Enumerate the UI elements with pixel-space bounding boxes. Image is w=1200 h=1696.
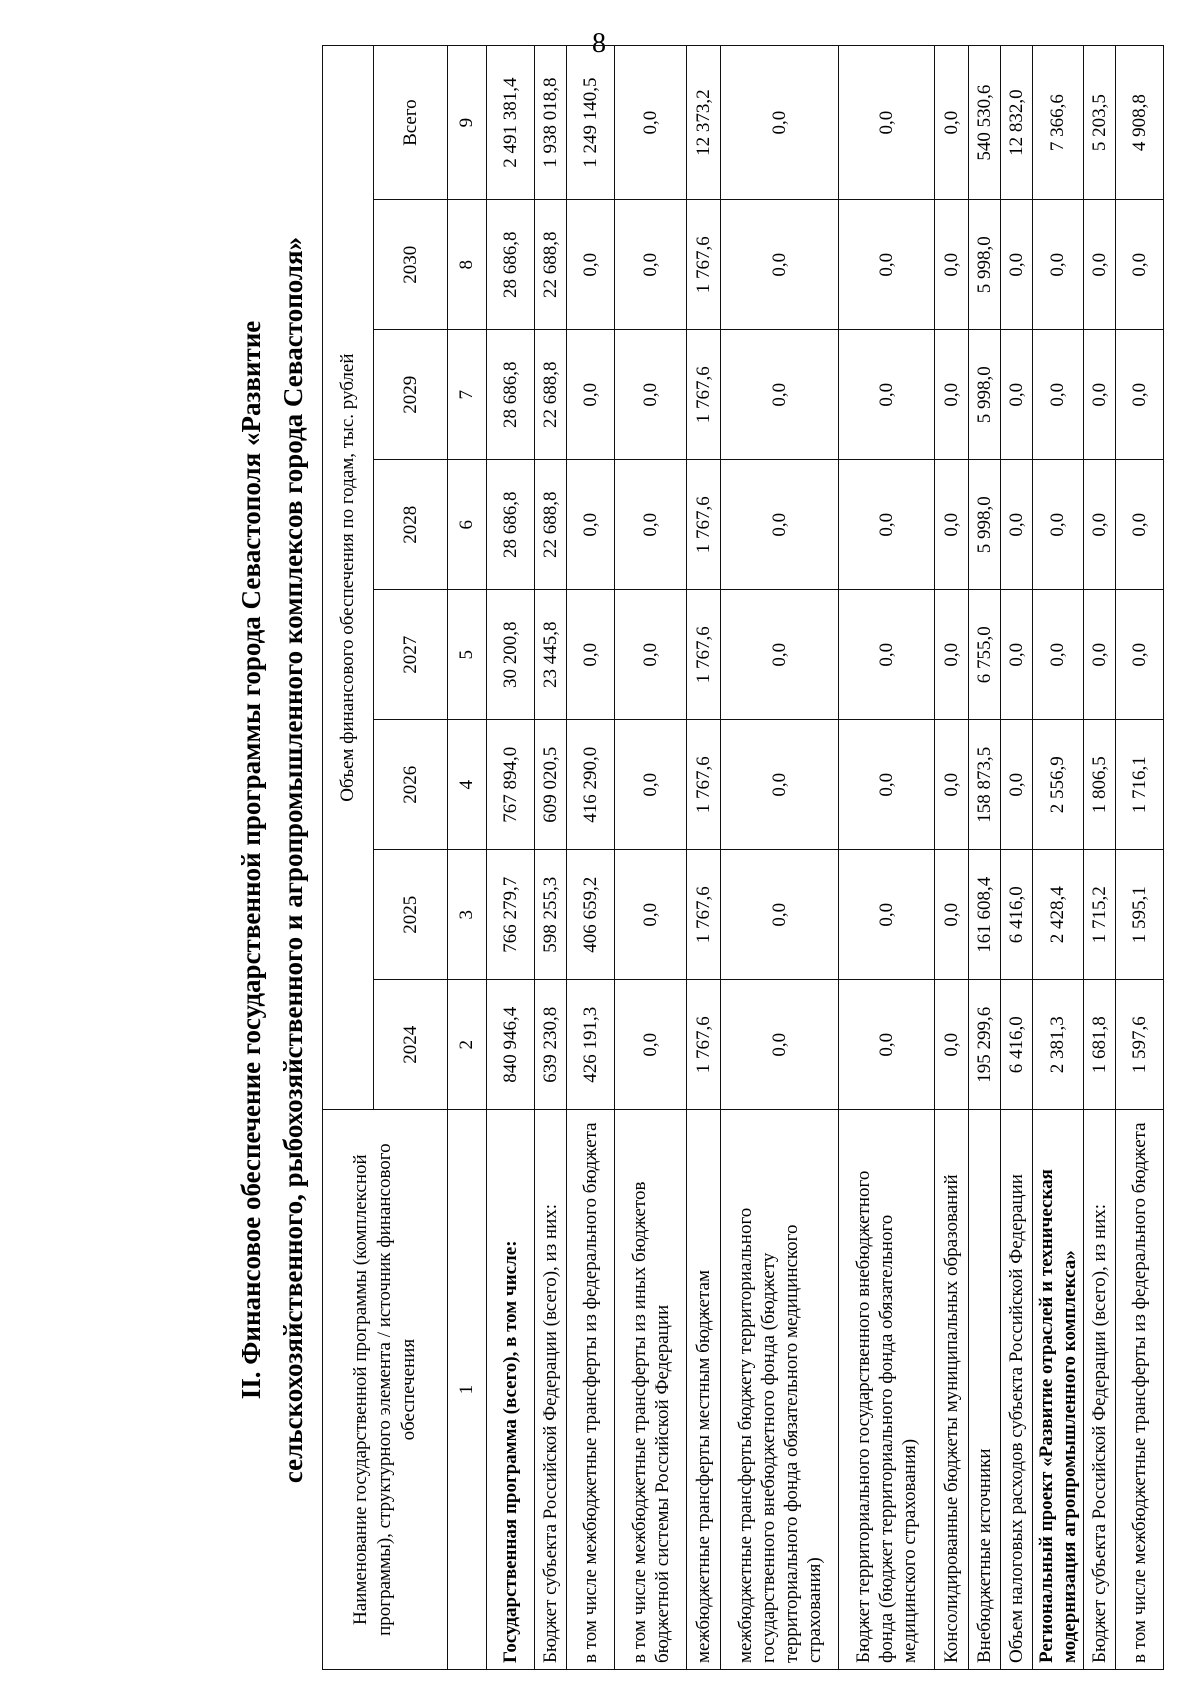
row-value: 2 428,4 <box>1033 850 1084 980</box>
row-value: 6 416,0 <box>1001 850 1033 980</box>
row-value: 2 556,9 <box>1033 720 1084 850</box>
row-value: 12 373,2 <box>687 46 721 200</box>
row-value: 416 290,0 <box>567 720 615 850</box>
row-value: 0,0 <box>1116 590 1164 720</box>
row-value: 2 491 381,4 <box>487 46 535 200</box>
row-value: 0,0 <box>721 980 839 1110</box>
row-value: 0,0 <box>1084 460 1116 590</box>
row-value: 0,0 <box>935 720 969 850</box>
header-column-number: 3 <box>448 850 487 980</box>
row-value: 540 530,6 <box>969 46 1001 200</box>
row-value: 0,0 <box>1084 590 1116 720</box>
row-value: 0,0 <box>1001 330 1033 460</box>
table-row <box>1084 46 1116 1670</box>
table-row <box>721 46 839 1670</box>
row-value: 195 299,6 <box>969 980 1001 1110</box>
row-value: 0,0 <box>935 590 969 720</box>
row-value: 767 894,0 <box>487 720 535 850</box>
row-value: 0,0 <box>935 850 969 980</box>
row-value: 28 686,8 <box>487 330 535 460</box>
row-name: Государственная программа (всего), в том числе: <box>487 1110 535 1670</box>
title-line-1: II. Финансовое обеспечение государственной программы города Севастополя «Развитие <box>236 320 266 1400</box>
row-value: 0,0 <box>1033 330 1084 460</box>
row-value: 0,0 <box>839 200 935 330</box>
row-value: 0,0 <box>935 46 969 200</box>
row-value: 0,0 <box>1001 460 1033 590</box>
row-value: 0,0 <box>1116 330 1164 460</box>
row-name: Региональный проект «Развитие отраслей и техническая модернизация агропромышленного комплекса» <box>1033 1110 1084 1670</box>
row-value: 0,0 <box>1033 590 1084 720</box>
row-value: 0,0 <box>1001 720 1033 850</box>
row-value: 0,0 <box>839 720 935 850</box>
row-value: 766 279,7 <box>487 850 535 980</box>
row-value: 0,0 <box>1084 200 1116 330</box>
row-value: 6 416,0 <box>1001 980 1033 1110</box>
row-value: 0,0 <box>615 46 687 200</box>
row-value: 0,0 <box>935 980 969 1110</box>
row-name: в том числе межбюджетные трансферты из иных бюджетов бюджетной системы Российской Федерации <box>615 1110 687 1670</box>
row-value: 0,0 <box>615 720 687 850</box>
row-value: 0,0 <box>721 850 839 980</box>
table-row <box>1033 46 1084 1670</box>
row-value: 1 681,8 <box>1084 980 1116 1110</box>
row-value: 0,0 <box>1001 590 1033 720</box>
row-value: 30 200,8 <box>487 590 535 720</box>
row-value: 598 255,3 <box>535 850 567 980</box>
table-row <box>969 46 1001 1670</box>
row-value: 6 755,0 <box>969 590 1001 720</box>
row-value: 609 020,5 <box>535 720 567 850</box>
row-value: 0,0 <box>839 330 935 460</box>
row-value: 5 203,5 <box>1084 46 1116 200</box>
table-row <box>535 46 567 1670</box>
header-year: 2028 <box>374 460 448 590</box>
header-year: 2024 <box>374 980 448 1110</box>
row-value: 22 688,8 <box>535 330 567 460</box>
row-value: 0,0 <box>567 330 615 460</box>
header-year: 2025 <box>374 850 448 980</box>
header-column-numbers-row <box>448 46 487 1670</box>
row-value: 158 873,5 <box>969 720 1001 850</box>
row-value: 0,0 <box>567 460 615 590</box>
row-value: 161 608,4 <box>969 850 1001 980</box>
row-value: 0,0 <box>615 980 687 1110</box>
row-value: 1 767,6 <box>687 460 721 590</box>
row-name: межбюджетные трансферты местным бюджетам <box>687 1110 721 1670</box>
table-row <box>615 46 687 1670</box>
row-value: 0,0 <box>839 850 935 980</box>
row-value: 0,0 <box>839 460 935 590</box>
row-value: 0,0 <box>615 590 687 720</box>
row-value: 0,0 <box>935 330 969 460</box>
header-name: Наименование государственной программы (комплексной программы), структурного элемента / источник финансового обеспечения <box>323 1110 448 1670</box>
row-value: 1 597,6 <box>1116 980 1164 1110</box>
row-value: 4 908,8 <box>1116 46 1164 200</box>
row-value: 0,0 <box>1001 200 1033 330</box>
row-value: 5 998,0 <box>969 330 1001 460</box>
table-body <box>487 46 1164 1670</box>
row-value: 0,0 <box>839 46 935 200</box>
row-name: Объем налоговых расходов субъекта Российской Федерации <box>1001 1110 1033 1670</box>
row-value: 0,0 <box>1116 200 1164 330</box>
row-value: 0,0 <box>1084 330 1116 460</box>
row-value: 0,0 <box>721 330 839 460</box>
table-row <box>687 46 721 1670</box>
row-value: 28 686,8 <box>487 200 535 330</box>
row-name: межбюджетные трансферты бюджету территориального государственного внебюджетного фонда (бюджету территориального фонда обязательного медицинского страхования) <box>721 1110 839 1670</box>
rotated-page-content <box>230 40 1190 1680</box>
title-line-2: сельскохозяйственного, рыбохозяйственного и агропромышленного комплексов города Севастополя» <box>278 236 308 1484</box>
page-title <box>230 40 320 1680</box>
header-year: 2027 <box>374 590 448 720</box>
page-number: 8 <box>592 28 606 59</box>
row-value: 0,0 <box>1033 460 1084 590</box>
row-value: 0,0 <box>839 980 935 1110</box>
header-column-number: 9 <box>448 46 487 200</box>
row-name: Бюджет территориального государственного внебюджетного фонда (бюджет территориального фонда обязательного медицинского страхования) <box>839 1110 935 1670</box>
row-value: 0,0 <box>567 590 615 720</box>
row-value: 1 767,6 <box>687 980 721 1110</box>
row-value: 1 767,6 <box>687 330 721 460</box>
row-value: 22 688,8 <box>535 200 567 330</box>
row-value: 0,0 <box>839 590 935 720</box>
row-value: 1 938 018,8 <box>535 46 567 200</box>
header-volume: Объем финансового обеспечения по годам, тыс. рублей <box>323 46 374 1110</box>
row-value: 22 688,8 <box>535 460 567 590</box>
financing-table <box>322 45 1164 1670</box>
table-row <box>487 46 535 1670</box>
row-value: 1 716,1 <box>1116 720 1164 850</box>
header-year: 2026 <box>374 720 448 850</box>
row-value: 0,0 <box>615 460 687 590</box>
row-value: 1 595,1 <box>1116 850 1164 980</box>
table-row <box>935 46 969 1670</box>
table-row <box>839 46 935 1670</box>
row-value: 1 715,2 <box>1084 850 1116 980</box>
row-name: Внебюджетные источники <box>969 1110 1001 1670</box>
row-name: в том числе межбюджетные трансферты из федерального бюджета <box>567 1110 615 1670</box>
table-row <box>1116 46 1164 1670</box>
row-value: 1 806,5 <box>1084 720 1116 850</box>
header-column-number: 4 <box>448 720 487 850</box>
header-column-number: 5 <box>448 590 487 720</box>
row-value: 12 832,0 <box>1001 46 1033 200</box>
row-name: в том числе межбюджетные трансферты из федерального бюджета <box>1116 1110 1164 1670</box>
row-value: 639 230,8 <box>535 980 567 1110</box>
row-value: 0,0 <box>1116 460 1164 590</box>
row-value: 5 998,0 <box>969 200 1001 330</box>
row-value: 0,0 <box>1033 200 1084 330</box>
row-value: 0,0 <box>615 330 687 460</box>
row-value: 0,0 <box>615 850 687 980</box>
row-value: 1 767,6 <box>687 590 721 720</box>
row-value: 0,0 <box>721 46 839 200</box>
row-value: 1 249 140,5 <box>567 46 615 200</box>
row-name: Консолидированные бюджеты муниципальных образований <box>935 1110 969 1670</box>
header-column-number: 2 <box>448 980 487 1110</box>
header-column-number: 1 <box>448 1110 487 1670</box>
header-year: 2030 <box>374 200 448 330</box>
row-value: 426 191,3 <box>567 980 615 1110</box>
row-value: 0,0 <box>721 460 839 590</box>
row-value: 7 366,6 <box>1033 46 1084 200</box>
row-value: 840 946,4 <box>487 980 535 1110</box>
table-row <box>567 46 615 1670</box>
row-value: 5 998,0 <box>969 460 1001 590</box>
row-value: 0,0 <box>721 200 839 330</box>
row-value: 0,0 <box>721 590 839 720</box>
row-value: 1 767,6 <box>687 720 721 850</box>
header-column-number: 7 <box>448 330 487 460</box>
row-value: 1 767,6 <box>687 850 721 980</box>
header-year: Всего <box>374 46 448 200</box>
header-column-number: 8 <box>448 200 487 330</box>
row-value: 23 445,8 <box>535 590 567 720</box>
row-value: 406 659,2 <box>567 850 615 980</box>
row-name: Бюджет субъекта Российской Федерации (всего), из них: <box>535 1110 567 1670</box>
header-year: 2029 <box>374 330 448 460</box>
row-value: 0,0 <box>935 200 969 330</box>
row-name: Бюджет субъекта Российской Федерации (всего), из них: <box>1084 1110 1116 1670</box>
row-value: 0,0 <box>615 200 687 330</box>
row-value: 2 381,3 <box>1033 980 1084 1110</box>
row-value: 0,0 <box>567 200 615 330</box>
row-value: 0,0 <box>935 460 969 590</box>
table-row <box>1001 46 1033 1670</box>
row-value: 28 686,8 <box>487 460 535 590</box>
row-value: 1 767,6 <box>687 200 721 330</box>
row-value: 0,0 <box>721 720 839 850</box>
header-column-number: 6 <box>448 460 487 590</box>
